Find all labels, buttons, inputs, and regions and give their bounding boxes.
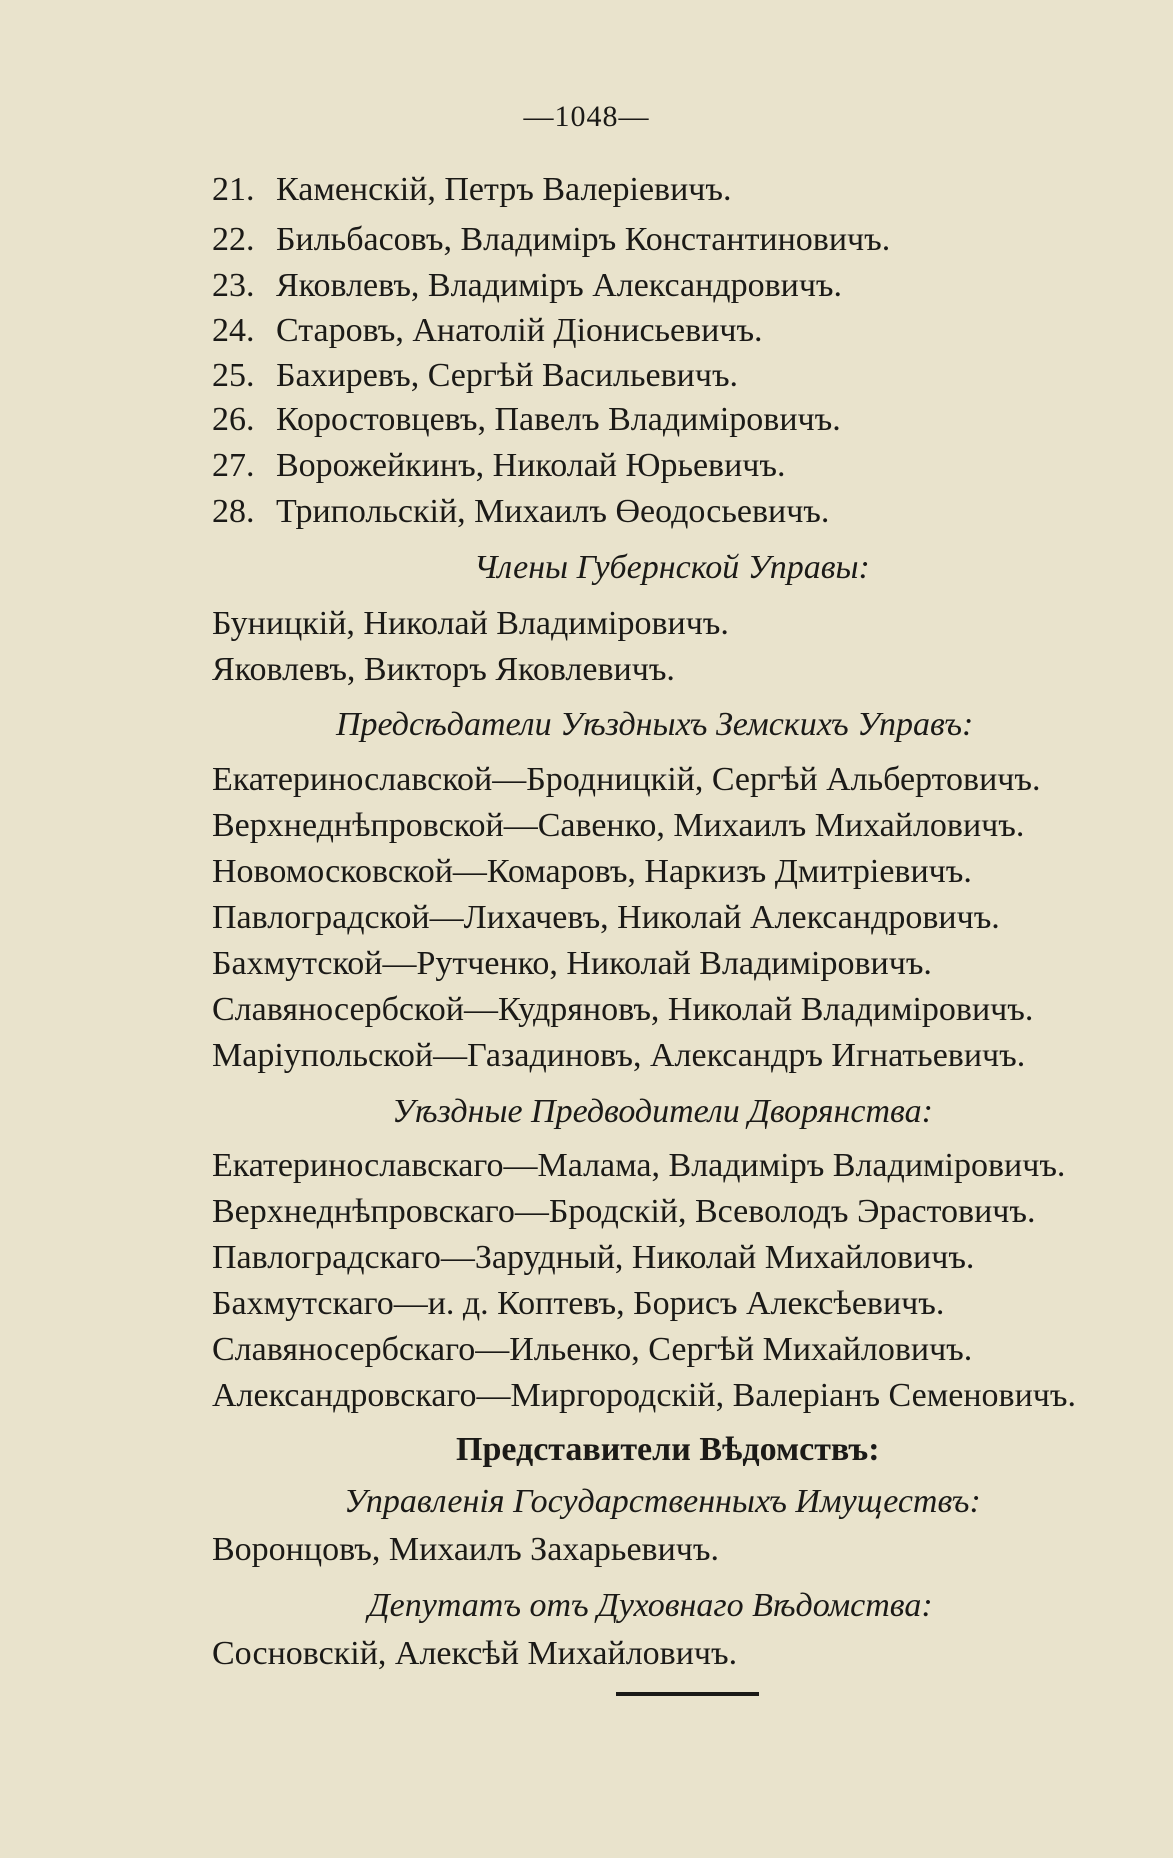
list-item [212, 492, 829, 532]
list-item [212, 446, 785, 486]
chairman-line: Верхнеднѣпровской—Савенко, Михаилъ Михайловичъ. [212, 807, 1025, 844]
person-name: Бильбасовъ, Владиміръ Константиновичъ. [276, 221, 891, 258]
list-item [212, 220, 890, 260]
item-number: 27. [212, 447, 255, 484]
marshal-line: Екатеринославскаго—Малама, Владиміръ Владиміровичъ. [212, 1147, 1066, 1184]
chairman-line: Павлоградской—Лихачевъ, Николай Александровичъ. [212, 899, 1000, 936]
list-item [212, 400, 841, 440]
representative-line: Воронцовъ, Михаилъ Захарьевичъ. [212, 1531, 719, 1568]
list-item [212, 356, 738, 396]
marshal-line: Александровскаго—Миргородскій, Валеріанъ Семеновичъ. [212, 1377, 1076, 1414]
closing-rule [616, 1692, 759, 1696]
list-item [212, 170, 731, 210]
marshal-line: Верхнеднѣпровскаго—Бродскій, Всеволодъ Эрастовичъ. [212, 1193, 1036, 1230]
item-number: 21. [212, 171, 255, 208]
chairman-line: Новомосковской—Комаровъ, Наркизъ Дмитріевичъ. [212, 853, 972, 890]
member-line: Буницкій, Николай Владиміровичъ. [212, 605, 729, 642]
item-number: 22. [212, 221, 255, 258]
section-heading: Члены Губернской Управы: [474, 549, 870, 586]
chairman-line: Екатеринославской—Бродницкій, Сергѣй Альбертовичъ. [212, 761, 1041, 798]
subsection-heading: Управленія Государственныхъ Имуществъ: [344, 1483, 981, 1520]
person-name: Каменскій, Петръ Валеріевичъ. [276, 171, 732, 208]
marshal-line: Бахмутскаго—и. д. Коптевъ, Борисъ Алексѣевичъ. [212, 1285, 945, 1322]
chairman-line: Славяносербской—Кудряновъ, Николай Владиміровичъ. [212, 991, 1034, 1028]
representative-line: Сосновскій, Алексѣй Михайловичъ. [212, 1635, 738, 1672]
section-heading: Уѣздные Предводители Дворянства: [392, 1093, 933, 1130]
marshal-line: Павлоградскаго—Зарудный, Николай Михайловичъ. [212, 1239, 975, 1276]
person-name: Бахиревъ, Сергѣй Васильевичъ. [276, 357, 739, 394]
item-number: 25. [212, 357, 255, 394]
marshal-line: Славяносербскаго—Ильенко, Сергѣй Михайловичъ. [212, 1331, 973, 1368]
item-number: 24. [212, 312, 255, 349]
member-line: Яковлевъ, Викторъ Яковлевичъ. [212, 651, 675, 688]
chairman-line: Бахмутской—Рутченко, Николай Владиміровичъ. [212, 945, 932, 982]
person-name: Старовъ, Анатолій Діонисьевичъ. [276, 312, 763, 349]
section-heading: Представители Вѣдомствъ: [456, 1431, 880, 1468]
item-number: 26. [212, 401, 255, 438]
list-item [212, 311, 763, 351]
list-item [212, 266, 842, 306]
subsection-heading: Депутатъ отъ Духовнаго Вѣдомства: [368, 1587, 933, 1624]
item-number: 28. [212, 493, 255, 530]
person-name: Коростовцевъ, Павелъ Владиміровичъ. [276, 401, 841, 438]
item-number: 23. [212, 267, 255, 304]
section-heading: Предсѣдатели Уѣздныхъ Земскихъ Управъ: [336, 706, 974, 743]
person-name: Ворожейкинъ, Николай Юрьевичъ. [276, 447, 786, 484]
chairman-line: Маріупольской—Газадиновъ, Александръ Игнатьевичъ. [212, 1037, 1026, 1074]
person-name: Яковлевъ, Владиміръ Александровичъ. [276, 267, 842, 304]
person-name: Трипольскій, Михаилъ Өеодосьевичъ. [276, 493, 830, 530]
page-number: —1048— [523, 100, 650, 133]
